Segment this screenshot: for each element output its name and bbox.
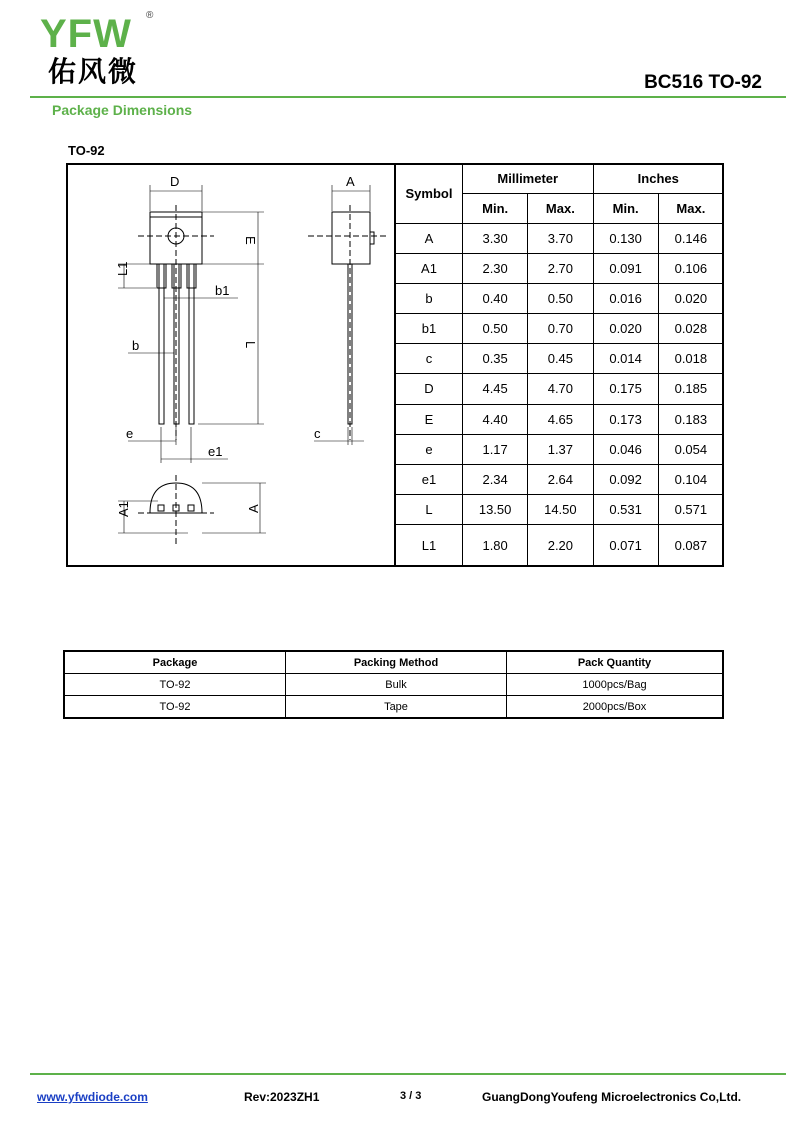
cell-value: 2.34: [463, 464, 528, 494]
table-row: [395, 284, 724, 314]
cell-value: 2.64: [528, 464, 593, 494]
cell-value: 0.50: [528, 284, 593, 314]
table-row: [395, 464, 724, 494]
cell-value: 0.020: [658, 284, 723, 314]
table-row: [64, 674, 723, 696]
label-b1: b1: [215, 283, 230, 298]
dimension-rows: [395, 224, 724, 567]
label-L: L: [243, 341, 258, 349]
dimension-table: [394, 163, 724, 567]
cell-method: Bulk: [286, 674, 507, 696]
cell-value: 0.028: [658, 314, 723, 344]
cell-value: 14.50: [528, 494, 593, 524]
header-millimeter: Millimeter: [463, 164, 594, 194]
packing-table: [63, 650, 724, 719]
cell-value: 0.146: [658, 224, 723, 254]
cell-value: 13.50: [463, 494, 528, 524]
cell-symbol: c: [395, 344, 463, 374]
cell-symbol: A: [395, 224, 463, 254]
cell-symbol: L1: [395, 524, 463, 566]
cell-symbol: A1: [395, 254, 463, 284]
label-A-bottom: A: [246, 504, 261, 513]
header-divider: [30, 96, 786, 98]
table-row: [64, 696, 723, 719]
cell-value: 2.20: [528, 524, 593, 566]
cell-value: 0.087: [658, 524, 723, 566]
cell-value: 0.104: [658, 464, 723, 494]
package-outline-drawing: [68, 165, 394, 565]
document-title: BC516 TO-92: [644, 72, 762, 93]
cell-value: 1.17: [463, 434, 528, 464]
registered-mark: ®: [146, 10, 154, 21]
table-row: [395, 524, 724, 566]
label-A1: A1: [116, 501, 131, 517]
cell-value: 3.70: [528, 224, 593, 254]
label-D: D: [170, 174, 180, 189]
table-row: [395, 224, 724, 254]
revision: Rev:2023ZH1: [244, 1090, 320, 1104]
cell-symbol: E: [395, 404, 463, 434]
footer-divider: [30, 1073, 786, 1075]
cell-value: 0.173: [593, 404, 658, 434]
table-row: [395, 404, 724, 434]
cell-value: 0.185: [658, 374, 723, 404]
cell-value: 4.70: [528, 374, 593, 404]
header-min: Min.: [593, 194, 658, 224]
cell-value: 0.016: [593, 284, 658, 314]
table-row: [395, 314, 724, 344]
page-number: 3 / 3: [400, 1090, 422, 1102]
label-c: c: [314, 426, 321, 441]
header-min: Min.: [463, 194, 528, 224]
section-title: Package Dimensions: [52, 102, 193, 118]
table-row: [395, 434, 724, 464]
package-label: TO-92: [68, 143, 105, 158]
cell-value: 4.65: [528, 404, 593, 434]
label-L1: L1: [115, 261, 130, 276]
cell-symbol: b1: [395, 314, 463, 344]
cell-value: 0.183: [658, 404, 723, 434]
cell-value: 0.046: [593, 434, 658, 464]
cell-value: 0.175: [593, 374, 658, 404]
cell-value: 0.50: [463, 314, 528, 344]
cell-symbol: e: [395, 434, 463, 464]
cell-quantity: 1000pcs/Bag: [507, 674, 724, 696]
cell-value: 1.37: [528, 434, 593, 464]
label-E: E: [243, 236, 258, 245]
cell-value: 0.106: [658, 254, 723, 284]
cell-value: 4.45: [463, 374, 528, 404]
cell-quantity: 2000pcs/Box: [507, 696, 724, 719]
company-name: GuangDongYoufeng Microelectronics Co,Ltd.: [482, 1090, 742, 1104]
cell-value: 0.571: [658, 494, 723, 524]
cell-symbol: L: [395, 494, 463, 524]
cell-value: 0.054: [658, 434, 723, 464]
table-row: [395, 254, 724, 284]
cell-method: Tape: [286, 696, 507, 719]
cell-value: 0.014: [593, 344, 658, 374]
cell-symbol: b: [395, 284, 463, 314]
header-packing-method: Packing Method: [286, 651, 507, 674]
header-package: Package: [64, 651, 286, 674]
cell-value: 0.35: [463, 344, 528, 374]
cell-value: 0.091: [593, 254, 658, 284]
logo-text: YFW: [40, 12, 132, 56]
cell-symbol: e1: [395, 464, 463, 494]
cell-value: 0.092: [593, 464, 658, 494]
table-row: [395, 374, 724, 404]
cell-package: TO-92: [64, 674, 286, 696]
table-row: [395, 344, 724, 374]
cell-value: 0.40: [463, 284, 528, 314]
header-pack-quantity: Pack Quantity: [507, 651, 724, 674]
cell-value: 2.30: [463, 254, 528, 284]
cell-package: TO-92: [64, 696, 286, 719]
cell-value: 0.018: [658, 344, 723, 374]
website-link[interactable]: www.yfwdiode.com: [37, 1090, 148, 1104]
cell-symbol: D: [395, 374, 463, 404]
cell-value: 0.020: [593, 314, 658, 344]
header-inches: Inches: [593, 164, 724, 194]
cell-value: 0.071: [593, 524, 658, 566]
cell-value: 0.531: [593, 494, 658, 524]
cell-value: 0.70: [528, 314, 593, 344]
cell-value: 0.130: [593, 224, 658, 254]
cell-value: 1.80: [463, 524, 528, 566]
cell-value: 4.40: [463, 404, 528, 434]
header-max: Max.: [658, 194, 723, 224]
table-row: [395, 494, 724, 524]
cell-value: 0.45: [528, 344, 593, 374]
header-symbol: Symbol: [395, 164, 463, 224]
header-max: Max.: [528, 194, 593, 224]
label-A-side: A: [346, 174, 355, 189]
cell-value: 2.70: [528, 254, 593, 284]
logo-chinese-name: 佑风微: [48, 55, 139, 88]
label-b: b: [132, 338, 140, 353]
label-e: e: [126, 426, 134, 441]
cell-value: 3.30: [463, 224, 528, 254]
label-e1: e1: [208, 444, 223, 459]
